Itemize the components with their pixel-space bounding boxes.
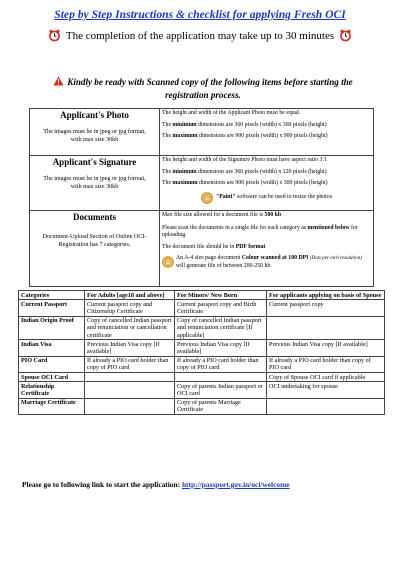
photo-spec-cell <box>160 109 374 156</box>
spec-prefix: The <box>162 121 172 128</box>
documents-single-file <box>162 225 371 240</box>
documents-note-line-2: Registration has 7 categories. <box>58 242 131 248</box>
minors-cell: Previous Indian Visa copy [If available] <box>175 340 267 356</box>
adults-cell: Copy of cancelled Indian passport and renunciation or cancellation certificate <box>85 316 175 340</box>
single-file-emphasis: mentioned below <box>307 224 350 231</box>
spec-min-label: minimum <box>172 121 197 128</box>
spouse-cell: OCI undertaking for spouse <box>267 382 385 398</box>
documents-heading: Documents <box>73 212 116 222</box>
time-estimate <box>0 29 400 42</box>
warning-icon <box>53 76 64 86</box>
photo-spec-equal: The height and width of the Applicant Photo must be equal. <box>162 110 301 116</box>
photo-row <box>30 109 374 156</box>
paint-label: "Paint" <box>216 193 236 200</box>
photo-heading: Applicant's Photo <box>60 110 129 120</box>
footer <box>22 480 392 489</box>
category-cell: Marriage Certificate <box>19 398 85 414</box>
minors-cell <box>175 373 267 382</box>
minors-cell: Copy of parents Indian passport or OCI card <box>175 382 267 398</box>
documents-note <box>30 233 159 249</box>
adults-cell <box>85 398 175 414</box>
table-row <box>19 373 385 382</box>
photo-format-note <box>30 128 159 144</box>
signature-row <box>30 156 374 211</box>
scan-notice <box>28 76 378 102</box>
paint-tip <box>162 192 371 204</box>
photo-note-line-1: The images must be in jpeg or jpg format, <box>43 129 146 135</box>
single-file-text: Please scan the documents in a single file for each category as <box>162 224 307 231</box>
signature-spec-ratio: The height and width of the Signature Photo must have aspect ratio 3:1 <box>162 157 327 163</box>
adults-cell: Current passport copy and Citizenship Certificate <box>85 300 175 316</box>
pdf-format-text: The document file should be in <box>162 243 235 250</box>
category-cell: Relationship Certificate <box>19 382 85 398</box>
signature-spec-max <box>162 180 371 188</box>
category-cell: Spouse OCI Card <box>19 373 85 382</box>
spec-max-label: maximum <box>172 180 198 186</box>
document-checklist-table <box>18 290 385 415</box>
header-minors: For Minors/ New Born <box>175 291 267 300</box>
application-link[interactable]: http://passport.gov.in/oci/welcome <box>181 480 290 489</box>
category-cell: PIO Card <box>19 356 85 372</box>
spec-max-value: dimensions are 900 pixels (width) x 300 pixels (height) <box>199 180 328 186</box>
lion-emblem-icon <box>201 192 213 204</box>
scan-dpi-note: (Dots per inch resolution) <box>309 256 362 261</box>
documents-max-size <box>162 212 371 220</box>
signature-heading: Applicant's Signature <box>52 157 137 167</box>
notice-line-2: registration process. <box>165 90 241 100</box>
category-cell: Indian Origin Proof <box>19 316 85 340</box>
signature-label-cell <box>30 156 160 211</box>
requirements-table <box>29 108 374 287</box>
footer-text: Please go to following link to start the application: <box>22 480 181 489</box>
header-categories: Categories <box>19 291 85 300</box>
minors-cell: Copy of parents Marriage Certificate <box>175 398 267 414</box>
minors-cell: If already a PIO card holder than copy of PIO card <box>175 356 267 372</box>
table-row <box>19 340 385 356</box>
documents-pdf-format <box>162 244 371 252</box>
adults-cell: If already a PIO card holder than copy of PIO card <box>85 356 175 372</box>
table-row <box>19 300 385 316</box>
page-title: Step by Step Instructions & checklist for applying Fresh OCI <box>54 8 346 21</box>
alarm-clock-icon <box>48 29 61 42</box>
spouse-cell <box>267 316 385 340</box>
spec-max-value: dimensions are 900 pixels (width) x 900 pixels (height) <box>199 133 328 139</box>
signature-format-note <box>30 175 159 191</box>
minors-cell: Copy of cancelled Indian passport and renunciation certificate [If applicable] <box>175 316 267 340</box>
lion-emblem-icon <box>162 256 174 268</box>
adults-cell <box>85 373 175 382</box>
scan-text: An A-4 size page document <box>176 255 241 261</box>
spec-min-value: dimensions are 360 pixels (width) x 120 pixels (height) <box>198 168 327 175</box>
scan-end: will generate file of between 200-250 kb. <box>176 262 272 269</box>
header-adults: For Adults [age18 and above] <box>85 291 175 300</box>
adults-cell <box>85 382 175 398</box>
documents-scan-tip <box>162 255 371 270</box>
documents-row <box>30 211 374 287</box>
spec-min-label: minimum <box>172 168 197 175</box>
spec-max-label: maximum <box>172 133 198 139</box>
photo-note-line-2: with max size 30kb <box>70 137 119 143</box>
max-size-text: Max file size allowed for a document file is <box>162 212 264 218</box>
header-spouse: For applicants applying on basis of Spouse <box>267 291 385 300</box>
table-row <box>19 316 385 340</box>
signature-spec-cell <box>160 156 374 211</box>
spouse-cell: Copy of Spouse OCI card if applicable <box>267 373 385 382</box>
documents-spec-cell <box>160 211 374 287</box>
signature-spec-min <box>162 169 371 177</box>
scan-emphasis: Colour scanned at 100 DPI <box>241 255 309 261</box>
category-cell: Current Passport <box>19 300 85 316</box>
paint-text: software can be used to resize the photos <box>237 193 332 200</box>
spouse-cell <box>267 398 385 414</box>
adults-cell: Previous Indian Visa copy [If available] <box>85 340 175 356</box>
max-size-value: 500 kb <box>264 212 282 218</box>
spec-prefix: The <box>162 168 172 175</box>
single-file-end: for uploading. <box>162 224 358 238</box>
alarm-clock-icon <box>339 29 352 42</box>
spec-prefix: The <box>162 133 172 139</box>
photo-label-cell <box>30 109 160 156</box>
category-cell: Indian Visa <box>19 340 85 356</box>
pdf-format-value: PDF format <box>235 243 266 250</box>
photo-spec-max <box>162 133 371 141</box>
spouse-cell: Previous Indian Visa copy [If available] <box>267 340 385 356</box>
checklist-header-row <box>19 291 385 300</box>
documents-label-cell <box>30 211 160 287</box>
signature-note-line-1: The images must be in jpeg or jpg format, <box>43 176 146 182</box>
documents-note-line-1: Document-Upload Section of Online OCI- <box>42 234 147 240</box>
table-row <box>19 398 385 414</box>
notice-line-1: Kindly be ready with Scanned copy of the following items before starting the <box>67 77 353 87</box>
photo-spec-min <box>162 122 371 130</box>
spouse-cell: Current passport copy <box>267 300 385 316</box>
spouse-cell: If already a PIO card holder than copy of PIO card <box>267 356 385 372</box>
spec-prefix: The <box>162 180 172 186</box>
subtitle-text: The completion of the application may take up to 30 minutes <box>65 29 335 42</box>
signature-note-line-2: with max size 30kb <box>70 184 119 190</box>
minors-cell: Current passport copy and Birth Certificate <box>175 300 267 316</box>
spec-min-value: dimensions are 360 pixels (width) x 360 pixels (height) <box>198 121 327 128</box>
table-row <box>19 356 385 372</box>
table-row <box>19 382 385 398</box>
